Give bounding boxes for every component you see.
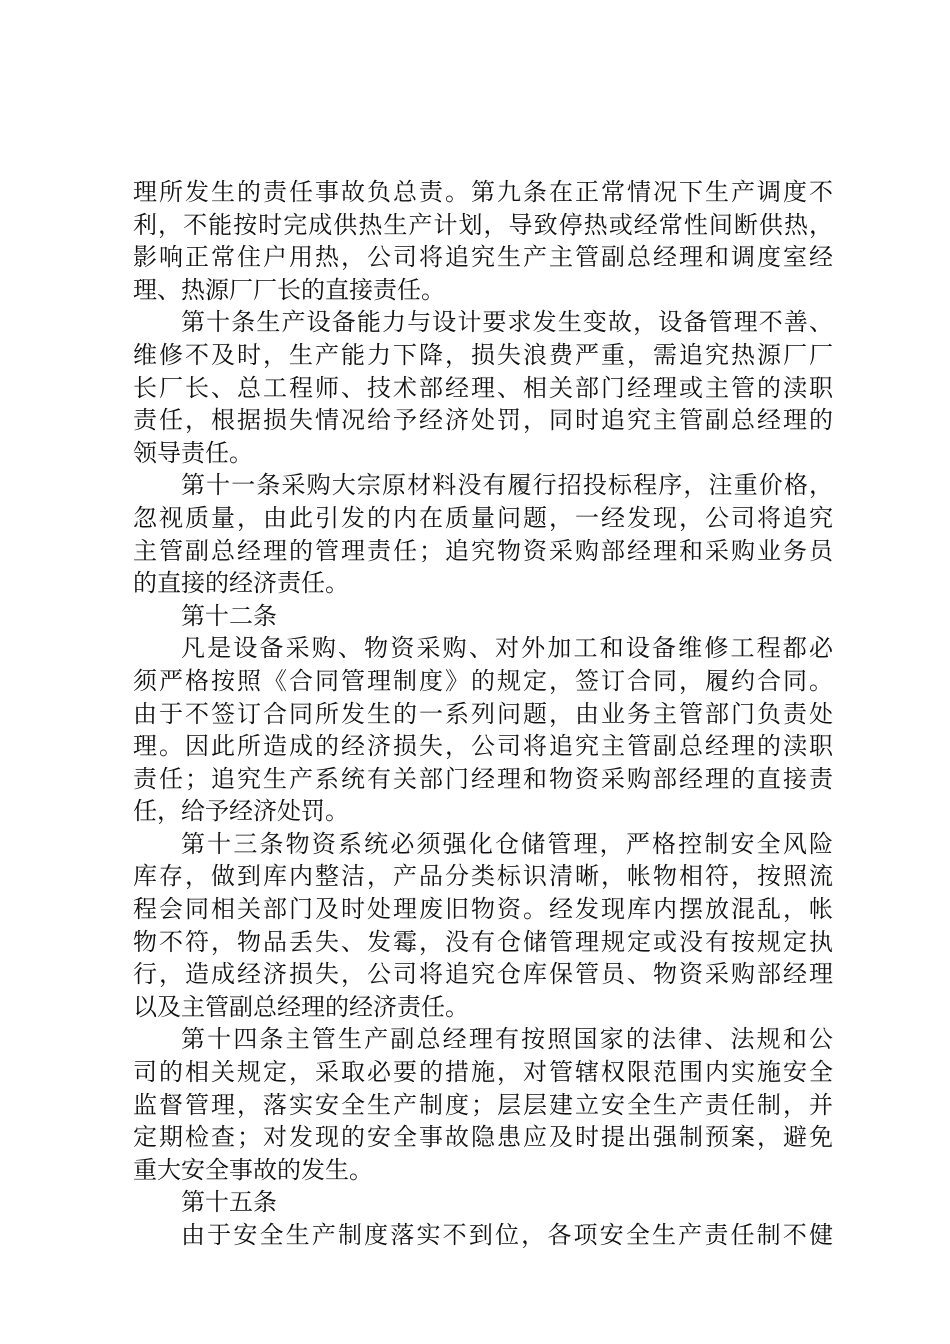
text-line: 由于安全生产制度落实不到位，各项安全生产责任制不健 xyxy=(181,1221,833,1249)
text-line: 重大安全事故的发生。 xyxy=(133,1155,373,1184)
text-line: 行，造成经济损失，公司将追究仓库保管员、物资采购部经理 xyxy=(133,960,833,989)
text-line: 忽视质量，由此引发的内在质量问题，一经发现，公司将追究 xyxy=(133,503,833,532)
text-line: 由于不签订合同所发生的一系列问题，由业务主管部门负责处 xyxy=(133,699,833,728)
text-line: 第十四条主管生产副总经理有按照国家的法律、法规和公 xyxy=(181,1025,833,1054)
text-line: 库存，做到库内整洁，产品分类标识清晰，帐物相符，按照流 xyxy=(133,862,833,891)
text-line: 以及主管副总经理的经济责任。 xyxy=(133,992,469,1021)
text-line: 第十三条物资系统必须强化仓储管理，严格控制安全风险 xyxy=(181,829,833,858)
text-line: 主管副总经理的管理责任；追究物资采购部经理和采购业务员 xyxy=(133,536,833,565)
text-line: 理、热源厂厂长的直接责任。 xyxy=(133,275,445,304)
text-line: 第十一条采购大宗原材料没有履行招投标程序，注重价格， xyxy=(181,471,833,500)
text-line: 监督管理，落实安全生产制度；层层建立安全生产责任制，并 xyxy=(133,1090,833,1119)
document-body-text xyxy=(133,176,833,1252)
text-line: 第十条生产设备能力与设计要求发生变故，设备管理不善、 xyxy=(181,308,833,337)
text-line: 维修不及时，生产能力下降，损失浪费严重，需追究热源厂厂 xyxy=(133,340,833,369)
text-line: 责任，根据损失情况给予经济处罚，同时追究主管副总经理的 xyxy=(133,406,833,435)
text-line: 责任；追究生产系统有关部门经理和物资采购部经理的直接责 xyxy=(133,764,833,793)
text-line: 凡是设备采购、物资采购、对外加工和设备维修工程都必 xyxy=(181,634,833,663)
text-line: 的直接的经济责任。 xyxy=(133,569,349,598)
text-line: 物不符，物品丢失、发霉，没有仓储管理规定或没有按规定执 xyxy=(133,927,833,956)
text-line: 须严格按照《合同管理制度》的规定，签订合同，履约合同。 xyxy=(133,666,833,695)
text-line: 影响正常住户用热，公司将追究生产主管副总经理和调度室经 xyxy=(133,243,833,272)
text-line: 长厂长、总工程师、技术部经理、相关部门经理或主管的渎职 xyxy=(133,373,833,402)
text-line: 第十五条 xyxy=(181,1188,277,1217)
text-line: 理。因此所造成的经济损失，公司将追究主管副总经理的渎职 xyxy=(133,732,833,761)
text-line: 任，给予经济处罚。 xyxy=(133,797,349,826)
text-line: 定期检查；对发现的安全事故隐患应及时提出强制预案，避免 xyxy=(133,1123,833,1152)
text-line: 理所发生的责任事故负总责。第九条在正常情况下生产调度不 xyxy=(133,178,833,206)
text-line: 第十二条 xyxy=(181,601,277,630)
text-line: 利，不能按时完成供热生产计划，导致停热或经常性间断供热， xyxy=(133,210,833,239)
text-line: 司的相关规定，采取必要的措施，对管辖权限范围内实施安全 xyxy=(133,1058,833,1087)
text-line: 领导责任。 xyxy=(133,438,253,467)
text-line: 程会同相关部门及时处理废旧物资。经发现库内摆放混乱，帐 xyxy=(133,895,833,924)
